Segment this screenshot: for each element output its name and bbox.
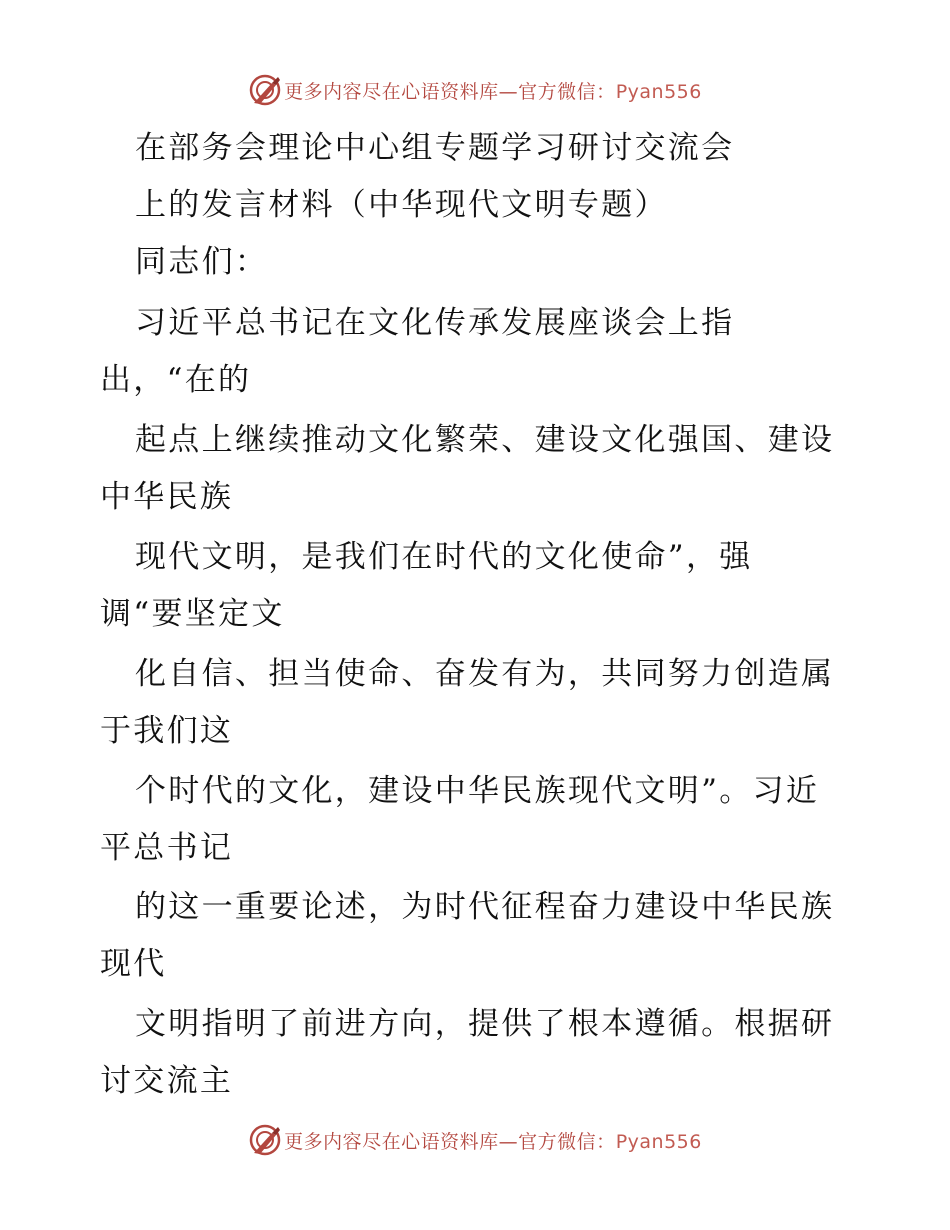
watermark-wechat-id: Pyan556 — [615, 80, 702, 103]
body-line: 现代文明，是我们在时代的文化使命”，强 — [135, 539, 753, 575]
body-line: 现代 — [100, 946, 167, 982]
body-line: 起点上继续推动文化繁荣、建设文化强国、建设 — [135, 422, 835, 458]
watermark-wechat-id: Pyan556 — [615, 1130, 702, 1153]
body-line: 个时代的文化，建设中华民族现代文明”。习近 — [135, 773, 820, 809]
body-line: 调“要坚定文 — [100, 596, 285, 632]
body-line: 习近平总书记在文化传承发展座谈会上指 — [135, 305, 735, 341]
body-line: 讨交流主 — [100, 1063, 234, 1099]
watermark-site: 更多内容尽在心语资料库 — [284, 80, 499, 103]
body-line: 于我们这 — [100, 713, 234, 749]
body-line: 出，“在的 — [100, 362, 252, 398]
body-line: 文明指明了前进方向，提供了根本遵循。根据研 — [135, 1006, 835, 1042]
pen-logo-icon — [248, 1123, 282, 1157]
watermark-separator: — — [498, 1130, 519, 1153]
watermark-wechat-label: 官方微信： — [518, 1130, 616, 1153]
watermark-text — [284, 1127, 702, 1154]
footer-watermark — [0, 1120, 950, 1160]
watermark-wechat-label: 官方微信： — [518, 80, 616, 103]
document-title-line-2: 上的发言材料（中华现代文明专题） — [135, 187, 668, 223]
body-line: 化自信、担当使命、奋发有为，共同努力创造属 — [135, 656, 835, 692]
body-line: 的这一重要论述，为时代征程奋力建设中华民族 — [135, 889, 835, 925]
salutation: 同志们： — [135, 244, 269, 280]
body-line: 中华民族 — [100, 479, 234, 515]
document-title-line-1: 在部务会理论中心组专题学习研讨交流会 — [135, 130, 735, 166]
body-line: 平总书记 — [100, 830, 234, 866]
watermark-site: 更多内容尽在心语资料库 — [284, 1130, 499, 1153]
watermark-separator: — — [498, 80, 519, 103]
